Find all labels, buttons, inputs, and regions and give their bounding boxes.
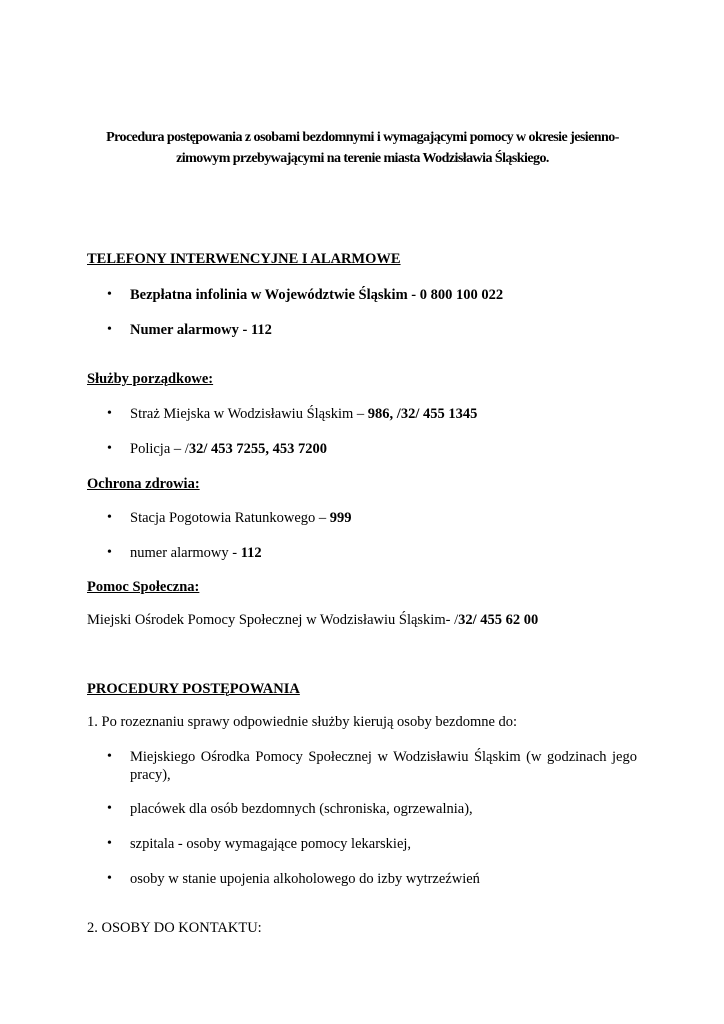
phones-heading: TELEFONY INTERWENCYJNE I ALARMOWE [87,251,401,267]
alarm-text: numer alarmowy - [130,545,241,561]
bullet-icon: • [107,510,112,525]
list-item-sobering: osoby w stanie upojenia alkoholowego do izby wytrzeźwień [130,871,480,887]
list-item-mops-continuation: pracy), [130,767,171,783]
social-phone: 32/ 455 62 00 [458,612,539,628]
ambulance-text: Stacja Pogotowia Ratunkowego – [130,510,330,526]
bullet-icon: • [107,836,112,851]
order-services-heading: Służby porządkowe: [87,371,214,387]
title-line-1: Procedura postępowania z osobami bezdomnymi i wymagającymi pomocy w okresie jesienno- [106,130,619,145]
bullet-icon: • [107,406,112,421]
procedures-intro: 1. Po rozeznaniu sprawy odpowiednie służby kierują osoby bezdomne do: [87,714,518,730]
alarm-phone: 112 [240,545,262,561]
police-text: Policja – / [130,441,189,457]
list-item-alarm-number [130,545,262,562]
title-line-2: zimowym przebywającymi na terenie miasta Wodzisławia Śląskiego. [176,151,549,166]
city-guard-text: Straż Miejska w Wodzisławiu Śląskim – [130,406,368,422]
bullet-icon: • [107,749,112,764]
bullet-icon: • [107,322,112,337]
ambulance-phone: 999 [329,510,352,526]
procedures-heading: PROCEDURY POSTĘPOWANIA [87,681,300,697]
police-phone: 32/ 453 7255, 453 7200 [188,441,327,457]
bullet-icon: • [107,287,112,302]
list-item-police [130,441,327,458]
bullet-icon: • [107,871,112,886]
social-heading: Pomoc Społeczna: [87,579,200,595]
contacts-heading: 2. OSOBY DO KONTAKTU: [87,920,262,936]
social-text: Miejski Ośrodek Pomocy Społecznej w Wodzisławiu Śląskim- / [87,612,459,628]
list-item-shelters: placówek dla osób bezdomnych (schroniska, ogrzewalnia), [130,801,473,817]
health-heading: Ochrona zdrowia: [87,476,200,492]
bullet-icon: • [107,545,112,560]
list-item-ambulance [130,510,352,527]
list-item-emergency-number: Numer alarmowy - 112 [130,322,272,338]
list-item-mops: Miejskiego Ośrodka Pomocy Społecznej w Wodzisławiu Śląskim (w godzinach jego [130,749,637,765]
bullet-icon: • [107,441,112,456]
social-contact-line [87,612,538,629]
page-title [90,127,635,169]
city-guard-phone: 986, /32/ 455 1345 [367,406,478,422]
list-item-infoline: Bezpłatna infolinia w Województwie Śląskim - 0 800 100 022 [130,287,504,303]
list-item-hospital: szpitala - osoby wymagające pomocy lekarskiej, [130,836,412,852]
bullet-icon: • [107,801,112,816]
list-item-city-guard [130,406,477,423]
